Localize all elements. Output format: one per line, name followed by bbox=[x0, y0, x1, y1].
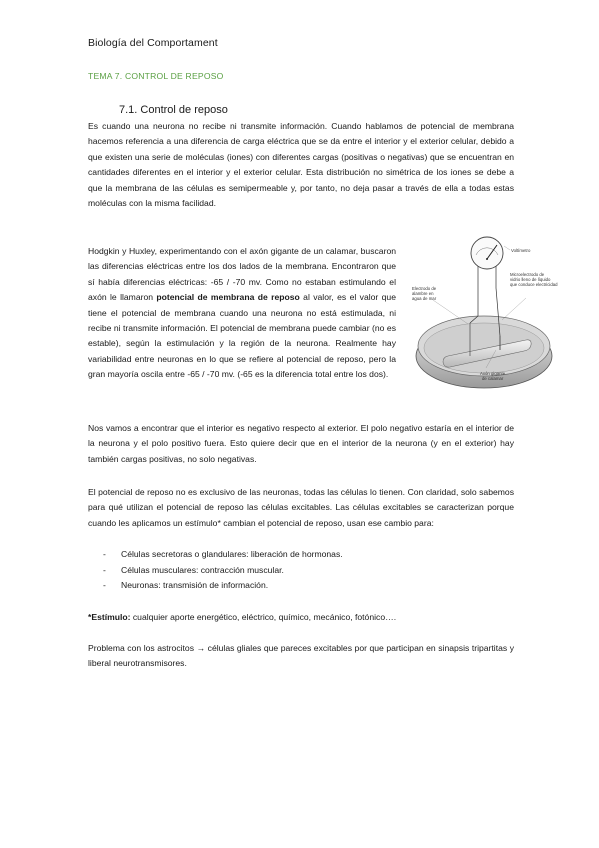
list-item-text: Células musculares: contracción muscular. bbox=[121, 564, 284, 575]
squid-axon-experiment-figure bbox=[408, 228, 568, 418]
axon-label: Axón gigante de calamar bbox=[480, 371, 506, 381]
note-text: cualquier aporte energético, eléctrico, químico, mecánico, fotónico…. bbox=[130, 612, 397, 622]
section-tema-title: TEMA 7. CONTROL DE REPOSO bbox=[88, 71, 224, 81]
bold-term: potencial de membrana de reposo bbox=[156, 292, 300, 303]
stimulus-definition bbox=[88, 610, 396, 625]
paragraph-excitable-cells: El potencial de reposo no es exclusivo de las neuronas, todas las células lo tienen. Con claridad, solo sabemos para qué utilizan el potencial de reposo las células excitables. Las células excitables se caracterizan porque cuando les aplicamos un estímulo* cambian el potencial de reposo, usan ese cambio para: bbox=[88, 487, 514, 528]
section-subtitle: 7.1. Control de reposo bbox=[119, 104, 228, 116]
document-header: Biología del Comportament bbox=[88, 37, 218, 49]
paragraph-hodgkin-huxley bbox=[88, 244, 396, 383]
paragraph-text: Hodgkin y Huxley, experimentando con el axón gigante de un calamar, buscaron las diferencias eléctricas entre los dos lados de la membrana. Encontraron que sí había diferencias eléctricas: -65 / -70 mv. Como no estaban estimulando el axón le llamaron bbox=[88, 246, 396, 303]
voltmeter-label: Voltímetro bbox=[511, 248, 531, 253]
list-item-text: Células secretoras o glandulares: liberación de hormonas. bbox=[121, 549, 343, 559]
excitable-cells-list bbox=[88, 547, 343, 594]
list-item bbox=[88, 547, 343, 563]
microelectrode-label: Microelectrodo de vidrio lleno de líquido que conduce electricidad bbox=[510, 272, 558, 287]
paragraph-intro: Es cuando una neurona no recibe ni transmite información. Cuando hablamos de potencial de membrana hacemos referencia a una diferencia de carga eléctrica que se da entre el interior y el exterior celular, debido a que existen una serie de moléculas (iones) con diferentes cargas (positivas o negativas) que se encuentran en cantidades diferentes en el interior y el exterior celular. Esta distribución no simétrica de los iones se debe a que la membrana de las células es semipermeable y, por tanto, no deja pasar a través de ella a todas estas moléculas con la misma facilidad. bbox=[88, 121, 514, 209]
paragraph-text: al valor, es el valor que tiene el potencial de membrana cuando una neurona no está estimulada, ni recibe ni transmite información. El potencial de membrana puede cambiar (no es estable), según la estimulación y la región de la neurona. Realmente hay variabilidad entre neuronas en lo que se refiere al potencial de reposo, pero la gran mayoría oscila entre -65 / -70 mv. (-65 es la diferencia total entre los dos). bbox=[88, 292, 396, 380]
electrode-label: Electrodo de alambre en agua de mar bbox=[412, 286, 437, 301]
list-bullet: - bbox=[103, 549, 106, 559]
list-item-text: Neuronas: transmisión de información. bbox=[121, 580, 269, 590]
list-item bbox=[88, 578, 343, 594]
paragraph-polarity: Nos vamos a encontrar que el interior es negativo respecto al exterior. El polo negativo estaría en el interior de la neurona y el polo positivo fuera. Esto quiere decir que en el interior de la neurona (y en el exterior) hay también cargas positivas, no solo negativas. bbox=[88, 423, 514, 464]
list-bullet: - bbox=[103, 564, 106, 575]
paragraph-astrocytes: Problema con los astrocitos → células gliales que pareces excitables por que participan en sinapsis tripartitas y liberal neurotransmisores. bbox=[88, 643, 514, 669]
list-bullet: - bbox=[103, 580, 106, 590]
note-label: *Estímulo: bbox=[88, 612, 131, 622]
voltmeter-icon bbox=[471, 237, 503, 269]
list-item bbox=[88, 563, 343, 579]
